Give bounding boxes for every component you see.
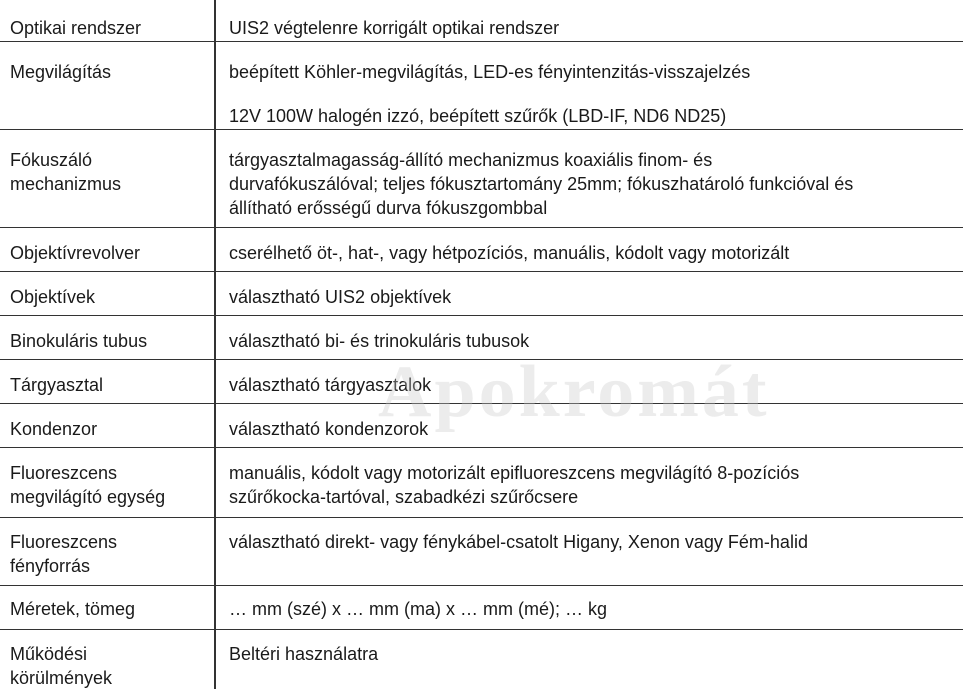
table-row xyxy=(0,404,963,448)
row-label: Működési körülmények xyxy=(10,644,113,688)
column-divider xyxy=(214,0,216,689)
row-label: Méretek, tömeg xyxy=(10,599,136,619)
row-label: Objektívek xyxy=(10,287,96,307)
table-row xyxy=(0,518,963,586)
row-value: UIS2 végtelenre korrigált optikai rendszer xyxy=(229,18,560,38)
table-row xyxy=(0,272,963,316)
row-label: Kondenzor xyxy=(10,419,98,439)
row-value: beépített Köhler-megvilágítás, LED-es fényintenzitás-visszajelzés xyxy=(229,62,751,82)
watermark-text: Apokromát xyxy=(378,351,770,433)
row-label: Fluoreszcens fényforrás xyxy=(10,532,118,576)
table-row xyxy=(0,86,963,130)
table-row xyxy=(0,630,963,689)
row-label: Binokuláris tubus xyxy=(10,331,148,351)
table-row xyxy=(0,448,963,518)
row-value: tárgyasztalmagasság-állító mechanizmus koaxiális finom- és durvafókuszálóval; teljes fókusztartomány 25mm; fókuszhatároló funkcióval és állítható erősségű durva fókuszgombbal xyxy=(229,150,854,218)
row-value: választható direkt- vagy fénykábel-csatolt Higany, Xenon vagy Fém-halid xyxy=(229,532,808,552)
row-label: Fókuszáló mechanizmus xyxy=(10,150,122,194)
row-value: cserélhető öt-, hat-, vagy hétpozíciós, manuális, kódolt vagy motorizált xyxy=(229,243,790,263)
table-row xyxy=(0,586,963,630)
row-label: Objektívrevolver xyxy=(10,243,141,263)
row-label: Megvilágítás xyxy=(10,62,112,82)
table-row xyxy=(0,360,963,404)
row-label: Optikai rendszer xyxy=(10,18,142,38)
row-value: Beltéri használatra xyxy=(229,644,379,664)
table-row xyxy=(0,42,963,86)
row-value: választható kondenzorok xyxy=(229,419,429,439)
row-label: Tárgyasztal xyxy=(10,375,104,395)
table-row xyxy=(0,130,963,228)
row-value: manuális, kódolt vagy motorizált epifluoreszcens megvilágító 8-pozíciós szűrőkocka-tartóval, szabadkézi szűrőcsere xyxy=(229,463,800,507)
table-row xyxy=(0,0,963,42)
row-value: választható bi- és trinokuláris tubusok xyxy=(229,331,530,351)
row-label: Fluoreszcens megvilágító egység xyxy=(10,463,166,507)
row-value: választható UIS2 objektívek xyxy=(229,287,452,307)
table-row xyxy=(0,316,963,360)
row-value: … mm (szé) x … mm (ma) x … mm (mé); … kg xyxy=(229,599,607,619)
row-value: 12V 100W halogén izzó, beépített szűrők (LBD-IF, ND6 ND25) xyxy=(229,106,727,126)
row-value: választható tárgyasztalok xyxy=(229,375,432,395)
table-row xyxy=(0,228,963,272)
